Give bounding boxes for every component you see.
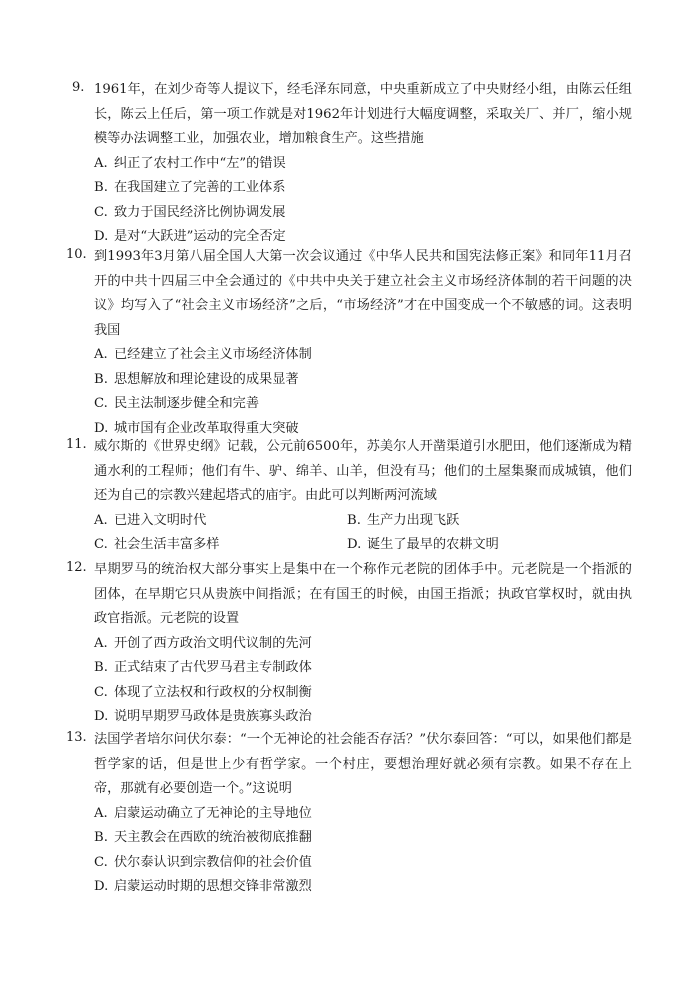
question-11	[66, 435, 632, 558]
option-c[interactable]: C. 民主法制逐步健全和完善	[94, 396, 260, 411]
option-a[interactable]: A. 启蒙运动确立了无神论的主导地位	[94, 805, 312, 821]
options-list	[94, 509, 632, 558]
question-13	[66, 728, 632, 900]
options-list	[94, 802, 632, 900]
option-d[interactable]: D. 说明早期罗马政体是贵族寡头政治	[94, 709, 312, 724]
question-number: 13.	[66, 730, 87, 745]
option-d[interactable]: D. 启蒙运动时期的思想交锋非常激烈	[94, 879, 312, 894]
question-stem: 法国学者培尔问伏尔泰：“一个无神论的社会能否存活？”伏尔泰回答：“可以，如果他们都是哲学家的话，但是世上少有哲学家。一个村庄，要想治理好就必须有宗教。如果不存在上帝，那就有必要创造一个。”这说明	[94, 732, 632, 796]
question-number: 9.	[72, 80, 85, 95]
option-b[interactable]: B. 在我国建立了完善的工业体系	[94, 180, 286, 195]
option-c[interactable]: C. 社会生活丰富多样	[94, 537, 220, 552]
question-12	[66, 558, 632, 730]
option-d[interactable]: D. 诞生了最早的农耕文明	[347, 537, 499, 552]
option-b[interactable]: B. 生产力出现飞跃	[347, 512, 460, 528]
option-b[interactable]: B. 天主教会在西欧的统治被彻底推翻	[94, 830, 312, 845]
option-c[interactable]: C. 致力于国民经济比例协调发展	[94, 204, 286, 220]
options-list	[94, 152, 632, 250]
options-list	[94, 343, 632, 441]
question-number: 10.	[66, 247, 87, 262]
question-number: 12.	[66, 560, 87, 575]
option-c[interactable]: C. 体现了立法权和行政权的分权制衡	[94, 684, 312, 700]
options-list	[94, 632, 632, 730]
question-stem: 1961年，在刘少奇等人提议下，经毛泽东同意，中央重新成立了中央财经小组，由陈云任组长，陈云上任后，第一项工作就是对1962年计划进行大幅度调整，采取关厂、并厂，缩小规模等办法调整工业，加强农业，增加粮食生产。这些措施	[94, 82, 632, 146]
question-stem: 早期罗马的统治权大部分事实上是集中在一个称作元老院的团体手中。元老院是一个指派的团体，在早期它只从贵族中间指派；在有国王的时候，由国王指派；执政官掌权时，就由执政官指派。元老院的设置	[94, 562, 632, 626]
option-b[interactable]: B. 正式结束了古代罗马君主专制政体	[94, 660, 312, 675]
option-b[interactable]: B. 思想解放和理论建设的成果显著	[94, 371, 299, 387]
question-9	[72, 78, 632, 250]
question-number: 11.	[66, 437, 87, 452]
option-a[interactable]: A. 已进入文明时代	[94, 512, 207, 528]
question-stem: 到1993年3月第八届全国人大第一次会议通过《中华人民共和国宪法修正案》和同年11月召开的中共十四届三中全会通过的《中共中央关于建立社会主义市场经济体制的若干问题的决议》均写入了“社会主义市场经济”之后，“市场经济”才在中国变成一个不敏感的词。这表明我国	[94, 249, 632, 338]
question-10	[66, 245, 632, 441]
option-a[interactable]: A. 纠正了农村工作中“左”的错误	[94, 155, 286, 171]
option-d[interactable]: D. 是对“大跃进”运动的完全否定	[94, 229, 286, 244]
option-c[interactable]: C. 伏尔泰认识到宗教信仰的社会价值	[94, 854, 312, 870]
question-stem: 威尔斯的《世界史纲》记载，公元前6500年，苏美尔人开凿渠道引水肥田，他们逐渐成为精通水利的工程师；他们有牛、驴、绵羊、山羊，但没有马；他们的土屋集聚而成城镇，他们还为自己的宗教兴建起塔式的庙宇。由此可以判断两河流域	[94, 439, 632, 503]
option-a[interactable]: A. 开创了西方政治文明代议制的先河	[94, 635, 312, 651]
option-a[interactable]: A. 已经建立了社会主义市场经济体制	[94, 347, 312, 362]
option-d[interactable]: D. 城市国有企业改革取得重大突破	[94, 420, 299, 436]
